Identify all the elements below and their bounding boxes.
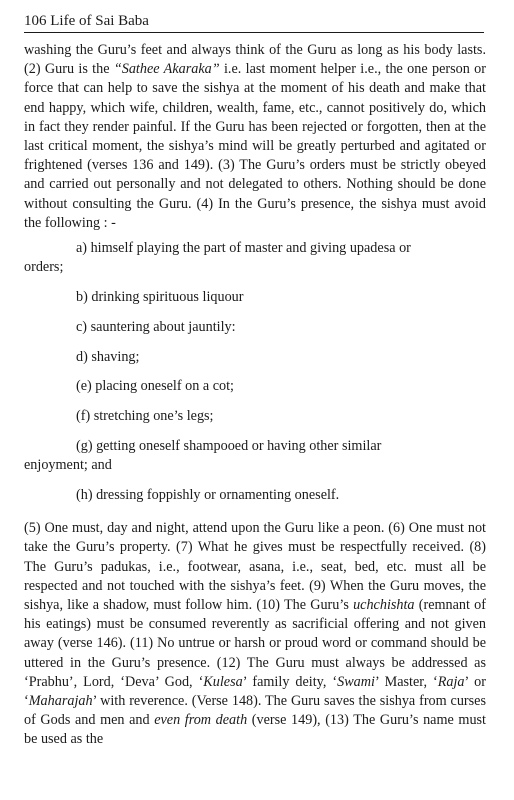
- list-item: (g) getting oneself shampooed or having other similar enjoyment; and: [24, 438, 382, 474]
- running-title: Life of Sai Baba: [50, 13, 149, 29]
- text-run: (verse 149), (13) The Guru’s name must be used as the: [24, 712, 486, 748]
- emphasis-uchchishta: uchchishta: [353, 597, 415, 614]
- emphasis-raja: Raja: [437, 673, 465, 690]
- emphasis-sathee-akaraka: “Sathee Akaraka”: [113, 61, 220, 78]
- text-run: washing the Guru’s feet and always think of the Guru as long as his body lasts. (2) Guru is the: [24, 42, 486, 78]
- text-run: ’ family deity, ‘: [242, 673, 338, 690]
- text-run: (5) One must, day and night, attend upon the Guru like a peon. (6) One must not take the Guru’s property. (7) What he gives must be respectfully received. (8) The Guru’s padukas, i.e., footwear, asana, i.e., seat, bed, etc. must all be respected and not touched with the sishya’s feet. (9) When the Guru moves, the sishya, like a shadow, must follow him. (10) The Guru’s: [24, 520, 486, 614]
- list-item: d) shaving;: [76, 348, 140, 365]
- book-page: [22, 12, 494, 750]
- emphasis-kulesa: Kulesa: [203, 673, 243, 690]
- paragraph-rules: [22, 519, 486, 749]
- list-item: a) himself playing the part of master and giving upadesa or orders;: [24, 240, 411, 276]
- list-item: (e) placing oneself on a cot;: [76, 378, 234, 395]
- avoid-list: [22, 239, 494, 505]
- text-run: ’ or ‘: [24, 673, 486, 710]
- paragraph-continuation: [22, 41, 486, 233]
- list-item: c) sauntering about jauntily:: [76, 318, 236, 335]
- emphasis-maharajah: Maharajah: [28, 693, 93, 710]
- list-item: (f) stretching one’s legs;: [76, 408, 214, 425]
- page-number: 106: [24, 13, 47, 29]
- list-item: (h) dressing foppishly or ornamenting oneself.: [76, 487, 340, 504]
- emphasis-swami: Swami: [337, 673, 375, 690]
- text-run: ’ Master, ‘: [374, 673, 438, 690]
- running-header: [24, 12, 484, 33]
- list-item: b) drinking spirituous liquour: [76, 289, 244, 306]
- text-run: i.e. last moment helper i.e., the one person or force that can help to save the sishya at the moment of his death and make that end happy, which wife, children, wealth, fame, etc., cannot positively do, which in fact they render painful. If the Guru has been rejected or forgotten, then at the last critical moment, the sishya’s mind will be greatly perturbed and agitated or frightened (verses 136 and 149). (3) The Guru’s orders must be strictly obeyed and carried out personally and not delegated to others. Nothing should be done without consulting the Guru. (4) In the Guru’s presence, the sishya must avoid the following : -: [24, 61, 486, 231]
- emphasis-even-from-death: even from death: [154, 712, 248, 729]
- text-run: (remnant of his eatings) must be consumed reverently as sacrificial offering and not given away (verse 146). (11) No untrue or harsh or proud word or command should be uttered in the Guru’s presence. (12) The Guru must always be addressed as ‘Prabhu’, Lord, ‘Deva’ God, ‘: [24, 597, 486, 690]
- text-run: ’ with reverence. (Verse 148). The Guru saves the sishya from curses of Gods and men and: [24, 693, 486, 729]
